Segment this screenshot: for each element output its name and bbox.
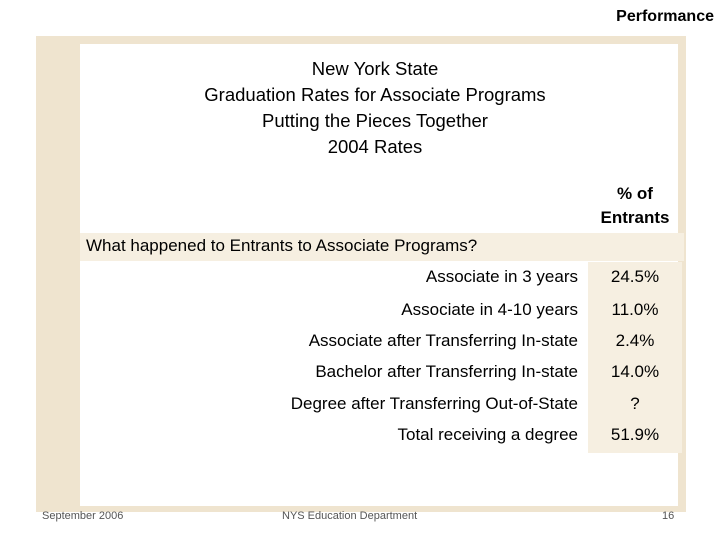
slide-frame-left [36, 36, 80, 512]
title-line: 2004 Rates [327, 136, 423, 157]
row-value: 24.5% [610, 267, 660, 286]
row-value: ? [630, 394, 640, 413]
title-line: New York State [311, 58, 439, 79]
section-label: Performance [616, 8, 714, 25]
total-value: 51.9% [610, 425, 660, 444]
slide-frame-top [36, 36, 686, 44]
row-label: Bachelor after Transferring In-state [315, 362, 578, 381]
column-header [588, 182, 682, 230]
column-header-line: % of [617, 184, 653, 203]
row-label: Associate in 3 years [425, 267, 578, 286]
row-label: Associate after Transferring In-state [308, 331, 578, 350]
row-label: Degree after Transferring Out-of-State [290, 394, 578, 413]
row-label: Associate in 4-10 years [401, 300, 578, 319]
page-number: 16 [662, 510, 675, 522]
column-header-line: Entrants [600, 208, 670, 227]
title-line: Putting the Pieces Together [262, 110, 488, 131]
question-text: What happened to Entrants to Associate Programs? [86, 236, 478, 255]
total-label: Total receiving a degree [397, 425, 578, 444]
row-value: 2.4% [615, 331, 655, 350]
title-line: Graduation Rates for Associate Programs [204, 84, 546, 105]
slide-title [80, 56, 670, 160]
row-value: 14.0% [610, 362, 660, 381]
footer-organization: NYS Education Department [282, 510, 418, 522]
footer-date: September 2006 [42, 510, 124, 522]
row-value: 11.0% [611, 300, 659, 319]
